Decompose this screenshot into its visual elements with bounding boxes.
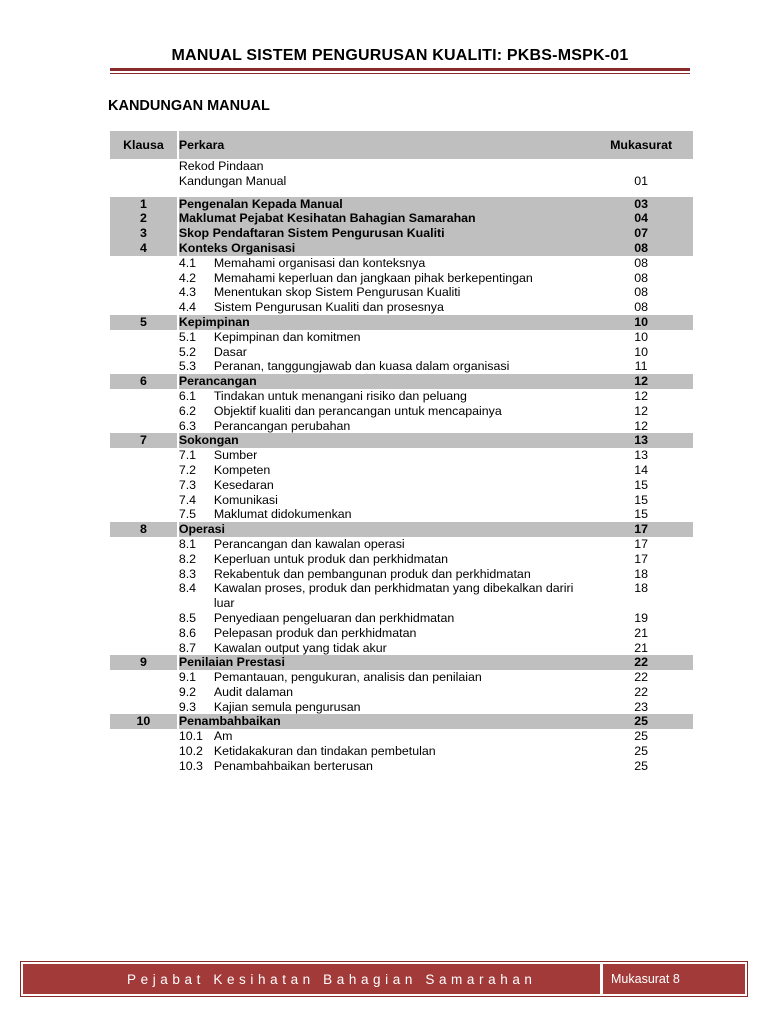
row-spacer <box>110 189 693 197</box>
row-klausa <box>110 552 177 567</box>
table-row <box>110 567 693 582</box>
row-perkara: Kandungan Manual <box>178 173 287 188</box>
row-klausa <box>110 159 177 174</box>
section-page: 12 <box>589 374 693 389</box>
subclause-title: Audit dalaman <box>213 684 294 699</box>
row-klausa <box>110 419 177 434</box>
row-klausa <box>110 404 177 419</box>
row-klausa <box>110 611 177 626</box>
row-perkara <box>179 700 589 715</box>
row-page: 13 <box>634 448 648 463</box>
table-row-section <box>110 197 693 212</box>
table-row <box>110 537 693 552</box>
row-klausa <box>110 729 177 744</box>
row-perkara <box>179 419 589 434</box>
table-row <box>110 641 693 656</box>
header-klausa: Klausa <box>110 131 177 159</box>
section-title: Sokongan <box>179 433 589 448</box>
header-mukasurat: Mukasurat <box>589 131 693 159</box>
table-row-section <box>110 433 693 448</box>
page-footer <box>20 961 748 997</box>
section-page: 25 <box>589 714 693 729</box>
row-perkara <box>179 493 589 508</box>
section-page: 07 <box>589 226 693 241</box>
row-perkara <box>179 611 589 626</box>
table-row <box>110 463 693 478</box>
table-row <box>110 285 693 300</box>
row-klausa <box>110 507 177 522</box>
row-perkara <box>179 507 589 522</box>
footer-page-number: Mukasurat 8 <box>603 964 745 994</box>
subclause-title: Perancangan perubahan <box>213 418 351 433</box>
section-title: Penambahbaikan <box>179 714 589 729</box>
subclause-title: Sumber <box>213 448 258 463</box>
subclause-number: 4.3 <box>178 285 197 300</box>
subclause-number: 10.2 <box>178 744 203 759</box>
section-number: 4 <box>110 241 177 256</box>
subclause-title: Sistem Pengurusan Kualiti dan prosesnya <box>213 300 444 315</box>
row-perkara <box>179 626 589 641</box>
table-row <box>110 493 693 508</box>
section-heading: KANDUNGAN MANUAL <box>108 98 270 114</box>
subclause-title: Tindakan untuk menangani risiko dan peluang <box>213 388 467 403</box>
row-page: 11 <box>634 359 648 374</box>
subclause-title: Peranan, tanggungjawab dan kuasa dalam organisasi <box>213 359 510 374</box>
table-row <box>110 300 693 315</box>
row-klausa <box>110 685 177 700</box>
table-row-section <box>110 522 693 537</box>
table-row <box>110 345 693 360</box>
row-page: 22 <box>634 670 648 685</box>
subclause-title: Keperluan untuk produk dan perkhidmatan <box>213 551 449 566</box>
row-page: 12 <box>634 388 648 403</box>
row-page: 25 <box>634 729 648 744</box>
row-page: 10 <box>634 329 648 344</box>
subclause-number: 5.2 <box>178 344 197 359</box>
subclause-number: 10.1 <box>178 729 203 744</box>
subclause-number: 9.2 <box>178 684 197 699</box>
header-rule <box>110 68 690 71</box>
row-klausa <box>110 537 177 552</box>
row-klausa <box>110 359 177 374</box>
table-header-row <box>110 131 693 159</box>
row-page: 17 <box>634 551 648 566</box>
table-row <box>110 359 693 374</box>
subclause-number: 4.4 <box>178 300 197 315</box>
table-row-section <box>110 211 693 226</box>
row-klausa <box>110 256 177 271</box>
row-page: 17 <box>634 536 648 551</box>
table-row-front <box>110 174 693 189</box>
row-page: 25 <box>634 744 648 759</box>
section-page: 03 <box>589 197 693 212</box>
footer-organization: Pejabat Kesihatan Bahagian Samarahan <box>23 964 600 994</box>
subclause-number: 9.1 <box>178 670 197 685</box>
row-page: 19 <box>634 610 648 625</box>
subclause-title: Kawalan output yang tidak akur <box>213 640 387 655</box>
table-row <box>110 759 693 774</box>
section-number: 8 <box>110 522 177 537</box>
subclause-title: Kawalan proses, produk dan perkhidmatan yang dibekalkan dariri luar <box>213 581 574 611</box>
table-row <box>110 419 693 434</box>
section-number: 6 <box>110 374 177 389</box>
table-row <box>110 552 693 567</box>
table-row-section <box>110 315 693 330</box>
row-perkara <box>179 389 589 404</box>
table-row <box>110 581 693 611</box>
table-row <box>110 389 693 404</box>
table-row-section <box>110 374 693 389</box>
subclause-number: 8.6 <box>178 625 197 640</box>
row-page: 15 <box>634 492 648 507</box>
subclause-number: 6.3 <box>178 418 197 433</box>
subclause-number: 8.4 <box>178 581 197 596</box>
row-klausa <box>110 478 177 493</box>
subclause-number: 10.3 <box>178 758 203 773</box>
table-row <box>110 685 693 700</box>
subclause-title: Menentukan skop Sistem Pengurusan Kualiti <box>213 285 461 300</box>
section-page: 10 <box>589 315 693 330</box>
row-page: 12 <box>634 418 648 433</box>
row-perkara <box>179 641 589 656</box>
table-row <box>110 744 693 759</box>
subclause-number: 8.3 <box>178 566 197 581</box>
subclause-title: Perancangan dan kawalan operasi <box>213 536 405 551</box>
subclause-number: 7.1 <box>178 448 197 463</box>
row-page: 15 <box>634 477 648 492</box>
subclause-title: Objektif kualiti dan perancangan untuk mencapainya <box>213 403 502 418</box>
subclause-title: Penyediaan pengeluaran dan perkhidmatan <box>213 610 455 625</box>
subclause-title: Ketidakakuran dan tindakan pembetulan <box>213 744 436 759</box>
row-page: 25 <box>634 758 648 773</box>
row-klausa <box>110 670 177 685</box>
section-title: Perancangan <box>179 374 589 389</box>
row-perkara <box>179 359 589 374</box>
header-perkara-label: Perkara <box>178 137 225 152</box>
subclause-number: 7.4 <box>178 492 197 507</box>
section-number: 5 <box>110 315 177 330</box>
row-perkara <box>179 448 589 463</box>
row-perkara <box>179 404 589 419</box>
row-klausa <box>110 493 177 508</box>
section-number: 7 <box>110 433 177 448</box>
row-klausa <box>110 700 177 715</box>
section-number: 9 <box>110 655 177 670</box>
row-page: 18 <box>634 581 648 596</box>
table-row-section <box>110 714 693 729</box>
row-perkara <box>179 256 589 271</box>
table-row-section <box>110 226 693 241</box>
table-row-section <box>110 655 693 670</box>
table-row <box>110 330 693 345</box>
subclause-number: 6.2 <box>178 403 197 418</box>
row-perkara <box>179 581 589 611</box>
section-title: Konteks Organisasi <box>179 241 589 256</box>
row-klausa <box>110 463 177 478</box>
subclause-title: Memahami keperluan dan jangkaan pihak berkepentingan <box>213 270 533 285</box>
subclause-number: 4.2 <box>178 270 197 285</box>
section-page: 08 <box>589 241 693 256</box>
subclause-title: Kajian semula pengurusan <box>213 699 361 714</box>
row-page: 21 <box>634 625 648 640</box>
row-page: 21 <box>634 640 648 655</box>
row-klausa <box>110 345 177 360</box>
row-page: 14 <box>634 462 648 477</box>
row-perkara <box>179 744 589 759</box>
subclause-title: Am <box>213 729 233 744</box>
table-row <box>110 478 693 493</box>
table-row <box>110 271 693 286</box>
row-klausa <box>110 581 177 611</box>
subclause-number: 5.3 <box>178 359 197 374</box>
section-number: 10 <box>110 714 177 729</box>
row-perkara <box>179 478 589 493</box>
row-perkara <box>179 463 589 478</box>
subclause-number: 9.3 <box>178 699 197 714</box>
row-klausa <box>110 330 177 345</box>
subclause-title: Memahami organisasi dan konteksnya <box>213 255 426 270</box>
contents-table <box>110 131 693 774</box>
section-number: 2 <box>110 211 177 226</box>
section-page: 17 <box>589 522 693 537</box>
subclause-number: 5.1 <box>178 329 197 344</box>
table-row <box>110 700 693 715</box>
table-row <box>110 626 693 641</box>
row-klausa <box>110 448 177 463</box>
subclause-title: Maklumat didokumenkan <box>213 507 352 522</box>
row-page: 08 <box>634 255 648 270</box>
subclause-number: 7.5 <box>178 507 197 522</box>
subclause-title: Komunikasi <box>213 492 278 507</box>
subclause-title: Kompeten <box>213 462 271 477</box>
section-title: Skop Pendaftaran Sistem Pengurusan Kualiti <box>179 226 589 241</box>
row-klausa <box>110 759 177 774</box>
row-klausa <box>110 271 177 286</box>
row-klausa <box>110 641 177 656</box>
row-perkara <box>179 537 589 552</box>
table-row <box>110 729 693 744</box>
row-perkara <box>179 300 589 315</box>
row-klausa <box>110 389 177 404</box>
row-perkara <box>179 271 589 286</box>
row-page: 08 <box>634 285 648 300</box>
row-perkara <box>179 670 589 685</box>
section-title: Kepimpinan <box>179 315 589 330</box>
section-number: 1 <box>110 197 177 212</box>
row-page: 23 <box>634 699 648 714</box>
row-page <box>589 159 693 174</box>
row-page: 18 <box>634 566 648 581</box>
section-title: Penilaian Prestasi <box>179 655 589 670</box>
table-row-front <box>110 159 693 174</box>
subclause-title: Penambahbaikan berterusan <box>213 758 373 773</box>
section-number: 3 <box>110 226 177 241</box>
row-perkara <box>179 729 589 744</box>
row-perkara: Rekod Pindaan <box>178 159 264 173</box>
row-page: 10 <box>634 344 648 359</box>
row-perkara <box>179 330 589 345</box>
table-row <box>110 611 693 626</box>
section-title: Maklumat Pejabat Kesihatan Bahagian Samarahan <box>179 211 589 226</box>
row-perkara <box>179 759 589 774</box>
subclause-number: 4.1 <box>178 255 197 270</box>
contents-body <box>110 159 693 774</box>
row-klausa <box>110 626 177 641</box>
subclause-title: Kepimpinan dan komitmen <box>213 329 361 344</box>
table-row <box>110 404 693 419</box>
row-page: 01 <box>634 173 648 188</box>
subclause-number: 7.2 <box>178 462 197 477</box>
table-row <box>110 670 693 685</box>
row-klausa <box>110 174 177 189</box>
subclause-title: Pemantauan, pengukuran, analisis dan penilaian <box>213 670 482 685</box>
section-page: 22 <box>589 655 693 670</box>
row-page: 12 <box>634 403 648 418</box>
row-page: 22 <box>634 684 648 699</box>
table-row-section <box>110 241 693 256</box>
table-row <box>110 448 693 463</box>
section-title: Pengenalan Kepada Manual <box>179 197 589 212</box>
row-klausa <box>110 285 177 300</box>
subclause-number: 6.1 <box>178 388 197 403</box>
subclause-number: 8.2 <box>178 551 197 566</box>
section-page: 04 <box>589 211 693 226</box>
subclause-title: Dasar <box>213 344 247 359</box>
subclause-number: 7.3 <box>178 477 197 492</box>
row-perkara <box>179 685 589 700</box>
row-perkara <box>179 567 589 582</box>
row-perkara <box>179 345 589 360</box>
row-page: 08 <box>634 300 648 315</box>
section-page: 13 <box>589 433 693 448</box>
subclause-title: Kesedaran <box>213 477 274 492</box>
subclause-title: Pelepasan produk dan perkhidmatan <box>213 625 417 640</box>
row-klausa <box>110 567 177 582</box>
subclause-number: 8.1 <box>178 536 197 551</box>
subclause-title: Rekabentuk dan pembangunan produk dan perkhidmatan <box>213 566 531 581</box>
row-klausa <box>110 300 177 315</box>
row-perkara <box>179 285 589 300</box>
table-row <box>110 256 693 271</box>
section-title: Operasi <box>179 522 589 537</box>
table-row <box>110 507 693 522</box>
row-page: 08 <box>634 270 648 285</box>
subclause-number: 8.5 <box>178 610 197 625</box>
subclause-number: 8.7 <box>178 640 197 655</box>
row-klausa <box>110 744 177 759</box>
document-title: MANUAL SISTEM PENGURUSAN KUALITI: PKBS-MSPK-01 <box>171 47 629 64</box>
row-page: 15 <box>634 507 648 522</box>
row-perkara <box>179 552 589 567</box>
header-rule-thin <box>110 73 690 74</box>
header-perkara <box>179 131 589 159</box>
